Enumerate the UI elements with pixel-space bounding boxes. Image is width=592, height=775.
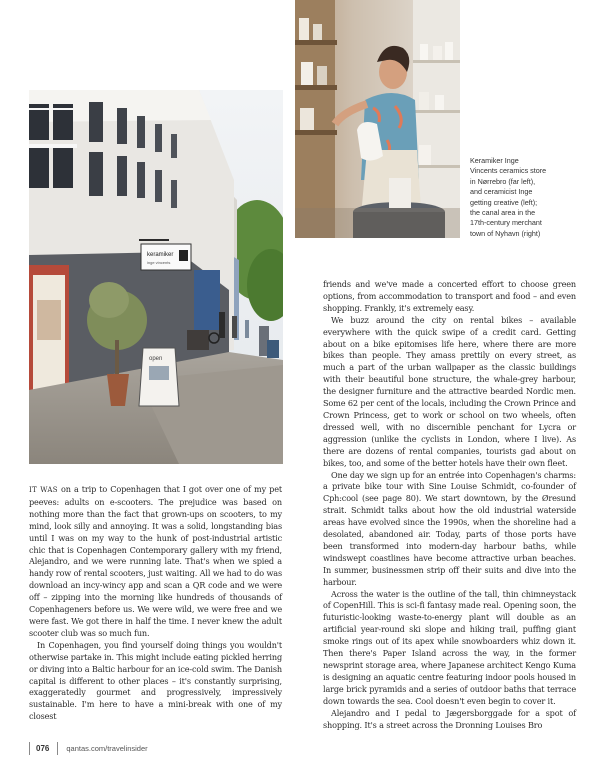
photo-caption [470,156,574,239]
article-paragraph [29,484,282,640]
paragraph-text: on a trip to Copenhagen that I got over one of my pet peeves: adults on e-scooters. The prejudice was based on nothing more than the fact that grown-ups on scooters, to my mind, look silly and annoying. It was a solid, longstanding bias until I was on my way to the hunk of post-industrial artistic chic that is Copenhagen Contemporary gallery with my friend, Alejandro, and we were running late. That's when we spied a handy row of rental scooters, just waiting. All we had to do was download an incy-wincy app and scan a QR code and we were off – zipping into the morning like hundreds of thousands of Copenhageners before us. We were wild, we were free and we were fast. We got there in half the time. I never knew the adult scooter club was so much fun. [29,484,282,638]
article-paragraph: One day we sign up for an entrée into Copenhagen's charms: a private bike tour with Sine Louise Schmidt, co-founder of Cph:cool (see page 80). We start downtown, by the Øresund strait. Schmidt talks about how the old industrial waterside areas have evolved since the 1990s, when the shoreline had a desolated, abandoned air. Today, parts of those ports have been transformed into modern-day harbour baths, while windswept coastlines have become attractive urban beaches. In summer, businessmen strip off their suits and dive into the harbour. [323,469,576,587]
page-footer [29,741,148,755]
page-number: 076 [36,743,50,753]
shop-sign-subtext: inge vincents [147,260,171,265]
article-paragraph: Alejandro and I pedal to Jægersborggade for a spot of shopping. It's a street across the Dronning Louises Bro [323,707,576,730]
article-right-column [323,279,576,731]
article-paragraph: friends and we've made a concerted effort to choose green options, from accommodation to transport and food – and even shopping. Frankly, it's extremely easy. [323,279,576,313]
board-text: open [149,356,163,362]
caption-line: and ceramicist Inge [470,187,533,197]
article-paragraph: In Copenhagen, you find yourself doing things you wouldn't otherwise partake in. This might include eating pickled herring or diving into a Baltic harbour for an ice-cold swim. The Danish capital is different to other places – it's constantly surprising, exaggeratedly gourmet and progressively, impressively sustainable. I'm here to have a mini-break with one of my closest [29,639,282,722]
caption-line: 17th-century merchant [470,218,542,228]
shop-sign-text: keramiker [147,252,174,258]
street-photo [29,90,283,464]
lead-in: IT WAS [29,486,58,494]
caption-line: Keramiker Inge [470,156,519,165]
footer-divider [57,742,58,755]
caption-line: Vincents ceramics store [470,166,547,176]
ceramicist-photo [295,0,460,238]
caption-line: in Nørrebro (far left), [470,176,536,186]
caption-line: town of Nyhavn (right) [470,228,541,238]
caption-line: the canal area in the [470,208,536,218]
article-paragraph: We buzz around the city on rental bikes – available everywhere with the quick swipe of a credit card. Getting about on a bike epitomises life here, where there are more bikes than people. They amass prettily on every street, as much a part of the urban wallpaper as the classic buildings with their beautiful bone structure, the whale-grey harbour, the designer furniture and the attractive bearded Nordic men. Some 62 per cent of the locals, including the Crown Prince and Crown Princess, get to work or school on two wheels, often dressed well, with no discernible penchant for Lycra or aggression (unlike the cyclists in London, where I live). As there are dozens of rental companies, tourists gad about on bikes, too, and some of the better hotels have their own fleet. [323,314,576,468]
caption-line: getting creative (left); [470,197,538,207]
article-left-column [29,484,282,723]
footer-url[interactable]: qantas.com/travelinsider [66,743,148,753]
article-paragraph: Across the water is the outline of the tall, thin chimneystack of CopenHill. This is sci-fi fantasy made real. Opening soon, the futuristic-looking waste-to-energy plant will double as an artificial year-round ski slope and hiking trail, puffing giant smoke rings out of its apex while snowboarders whiz down it. Then there's Paper Island across the way, in the former newsprint storage area, where Japanese architect Kengo Kuma is designing an aquatic centre featuring indoor pools housed in large brick pyramids and a series of outdoor baths that terrace down towards the sea. Cool doesn't even begin to cover it. [323,588,576,706]
footer-divider [29,742,30,755]
